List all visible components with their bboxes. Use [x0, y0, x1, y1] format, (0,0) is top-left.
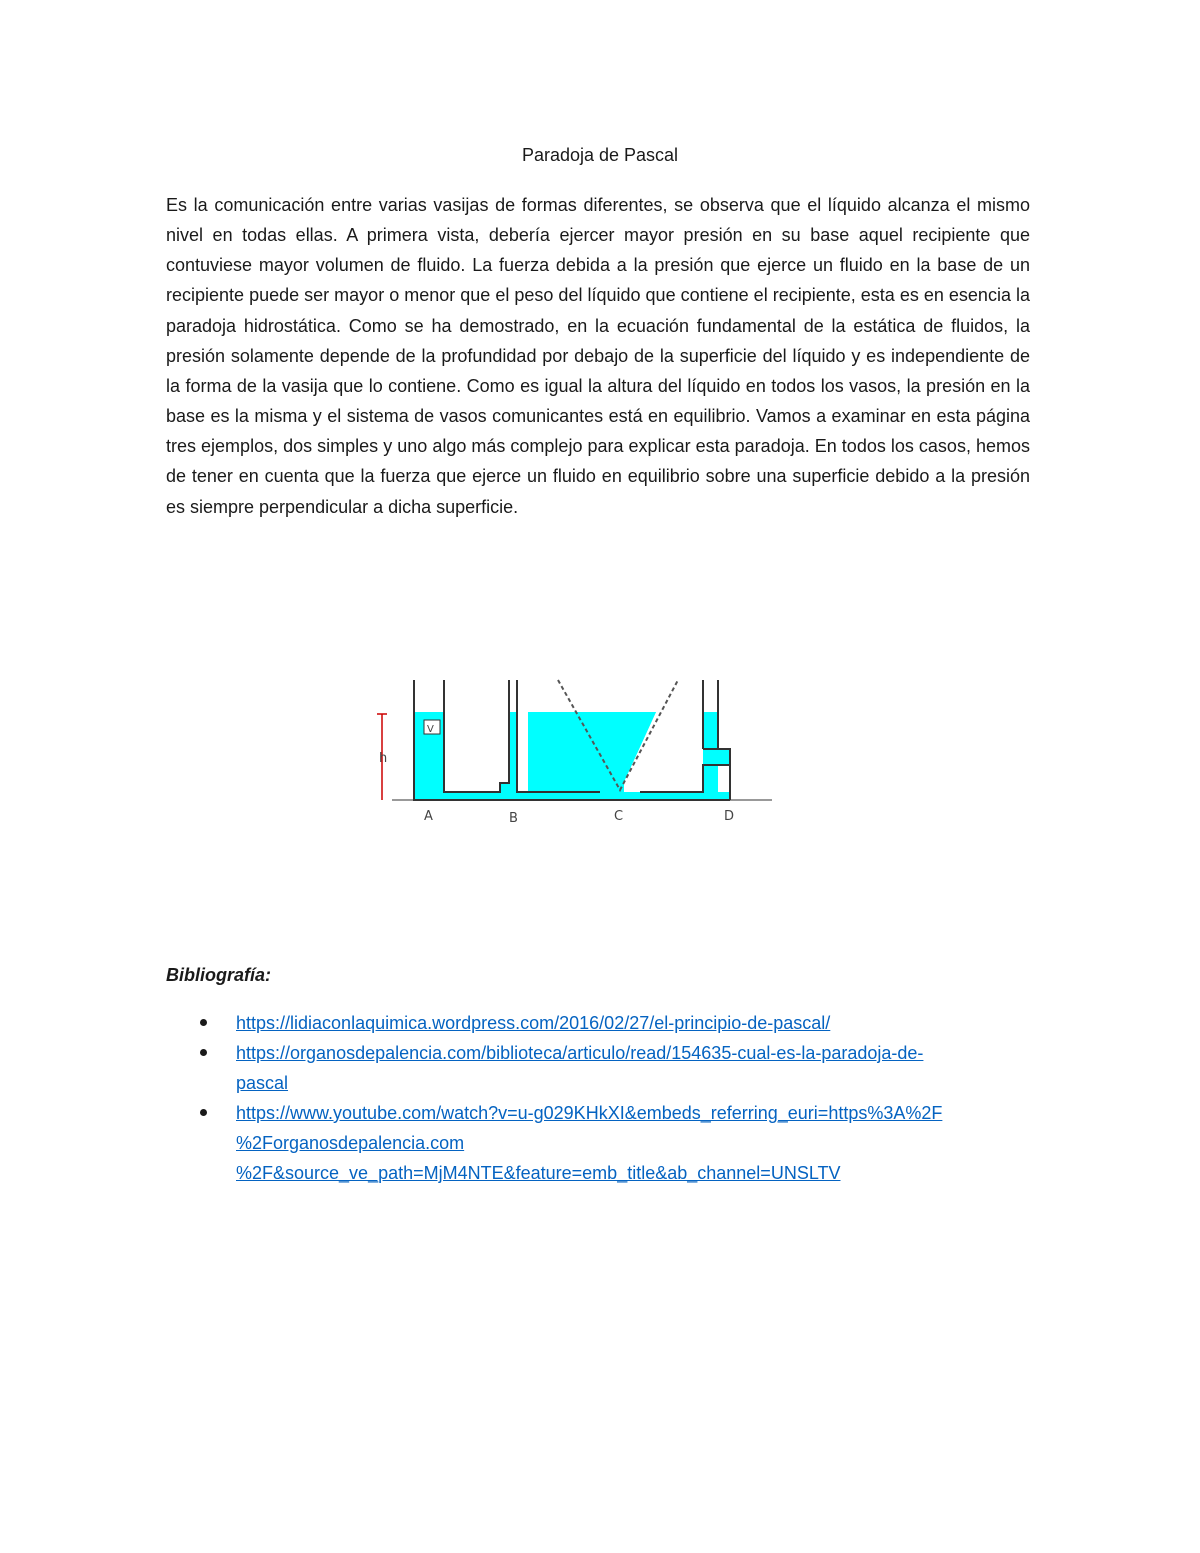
page-title: Paradoja de Pascal [521, 145, 679, 165]
liquid-fill [414, 712, 730, 800]
bullet-icon [200, 1049, 207, 1056]
bullet-icon [200, 1109, 207, 1116]
bibliography-link-continued[interactable]: pascal [236, 1073, 289, 1093]
bibliography-link-continued[interactable]: %2Forganosdepalencia.com [236, 1133, 465, 1153]
body-paragraph: Es la comunicación entre varias vasijas de formas diferentes, se observa que el líquido alcanza el mismo nivel en todas ellas. A primera vista, debería ejercer mayor presión en su base aquel recipiente que contuviese mayor volumen de fluido. La fuerza debida a la presión que ejerce un fluido en la base de un recipiente puede ser mayor o menor que el peso del líquido que contiene el recipiente, esta es en esencia la paradoja hidrostática. Como se ha demostrado, en la ecuación fundamental de la estática de fluidos, la presión solamente depende de la profundidad por debajo de la superficie del líquido y es independiente de la forma de la vasija que lo contiene. Como es igual la altura del líquido en todos los vasos, la presión en la base es la misma y el sistema de vasos comunicantes está en equilibrio. Vamos a examinar en esta página tres ejemplos, dos simples y uno algo más complejo para explicar esta paradoja. En todos los casos, hemos de tener en cuenta que la fuerza que ejerce un fluido en equilibrio sobre una superficie debido a la presión es siempre perpendicular a dicha superficie. [166, 195, 1030, 517]
vessel-label-b: B [509, 811, 518, 826]
volume-label: V [427, 724, 434, 735]
bibliography-link[interactable]: https://lidiaconlaquimica.wordpress.com/2016/02/27/el-principio-de-pascal/ [236, 1013, 831, 1033]
bibliography-list [166, 1008, 1036, 1188]
liquid-base-channel [414, 792, 730, 800]
bibliography-item [166, 1098, 1036, 1188]
vessel-label-d: D [724, 809, 735, 824]
vessels-svg [372, 672, 772, 832]
bibliography-link-continued[interactable]: %2F&source_ve_path=MjM4NTE&feature=emb_title&ab_channel=UNSLTV [236, 1163, 841, 1183]
bullet-icon [200, 1019, 207, 1026]
bibliography-link[interactable]: https://www.youtube.com/watch?v=u-g029KHkXI&embeds_referring_euri=https%3A%2F [236, 1103, 943, 1123]
bibliography-item [166, 1038, 1036, 1098]
vessel-label-a: A [424, 809, 433, 824]
vessel-label-c: C [614, 809, 624, 824]
bibliography-heading: Bibliografía: [166, 965, 272, 985]
bibliography-link[interactable]: https://organosdepalencia.com/biblioteca/articulo/read/154635-cual-es-la-paradoja-de- [236, 1043, 924, 1063]
height-label: h [379, 751, 388, 766]
communicating-vessels-diagram [372, 672, 772, 832]
bibliography-item [166, 1008, 1036, 1038]
